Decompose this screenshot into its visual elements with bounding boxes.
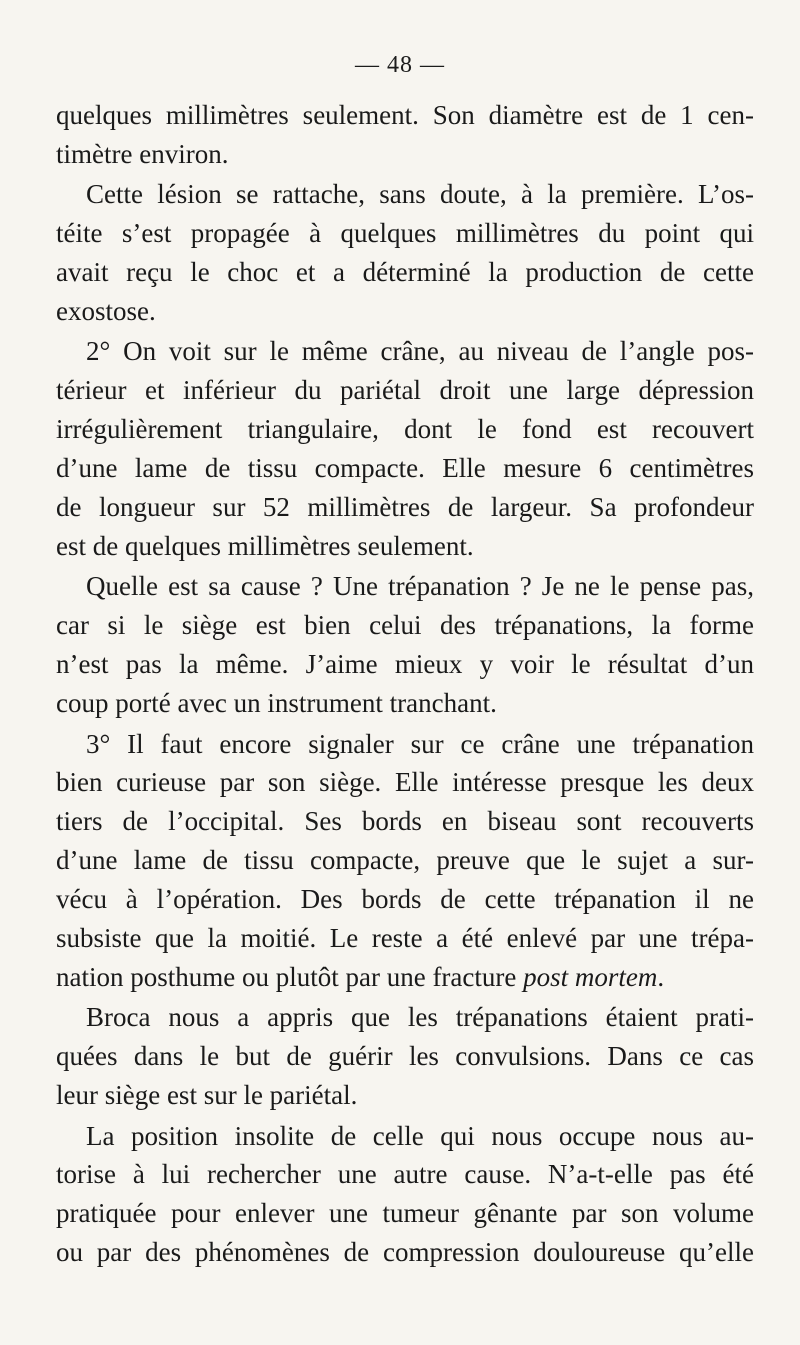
paragraph-1 <box>56 96 754 174</box>
text-line: irrégulièrement triangulaire, dont le fond est recouvert <box>56 414 754 445</box>
paragraph-7 <box>56 1117 754 1273</box>
text-line: exostose. <box>56 296 156 327</box>
text-line: leur siège est sur le pariétal. <box>56 1080 358 1111</box>
text-line: n’est pas la même. J’aime mieux y voir le résultat d’un <box>56 649 754 680</box>
text-line: quelques millimètres seulement. Son diamètre est de 1 cen- <box>56 100 754 130</box>
text-line: timètre environ. <box>56 138 229 169</box>
text-line: d’une lame de tissu compacte. Elle mesure 6 centimètres <box>56 453 754 484</box>
text-line: car si le siège est bien celui des trépanations, la forme <box>56 610 754 641</box>
text-run: . <box>657 961 665 992</box>
paragraph-3 <box>56 332 754 565</box>
text-line: Quelle est sa cause ? Une trépanation ? Je ne le pense pas, <box>86 571 754 602</box>
text-line: est de quelques millimètres seulement. <box>56 530 474 561</box>
text-line: La position insolite de celle qui nous occupe nous au- <box>86 1120 754 1151</box>
text-line <box>56 958 754 997</box>
paragraph-5 <box>56 725 754 997</box>
text-line: téite s’est propagée à quelques millimètres du point qui <box>56 218 754 249</box>
text-line: Cette lésion se rattache, sans doute, à la première. L’os- <box>86 179 754 210</box>
text-run: nation posthume ou plutôt par une fracture <box>56 961 524 992</box>
text-line: 2° On voit sur le même crâne, au niveau de l’angle pos- <box>86 336 754 367</box>
page-number: — 48 — <box>355 52 445 78</box>
text-line: torise à lui rechercher une autre cause. N’a-t-elle pas été <box>56 1159 754 1190</box>
paragraph-6 <box>56 998 754 1115</box>
paragraph-4 <box>56 567 754 723</box>
text-line: 3° Il faut encore signaler sur ce crâne une trépanation <box>86 728 754 759</box>
text-line: ou par des phénomènes de compression douloureuse qu’elle <box>56 1237 754 1268</box>
text-line: d’une lame de tissu compacte, preuve que le sujet a sur- <box>56 845 754 876</box>
text-line: pratiquée pour enlever une tumeur gênante par son volume <box>56 1198 754 1229</box>
text-line: Broca nous a appris que les trépanations étaient prati- <box>86 1002 754 1033</box>
text-line: avait reçu le choc et a déterminé la production de cette <box>56 257 754 288</box>
text-line: quées dans le but de guérir les convulsions. Dans ce cas <box>56 1041 754 1072</box>
italic-phrase: post mortem <box>523 961 658 992</box>
text-line: tiers de l’occipital. Ses bords en biseau sont recouverts <box>56 806 754 837</box>
text-line: coup porté avec un instrument tranchant. <box>56 688 497 719</box>
text-line: térieur et inférieur du pariétal droit une large dépression <box>56 375 754 406</box>
text-line: subsiste que la moitié. Le reste a été enlevé par une trépa- <box>56 923 754 954</box>
text-line: bien curieuse par son siège. Elle intéresse presque les deux <box>56 767 754 798</box>
body-text <box>56 96 754 1274</box>
paragraph-2 <box>56 175 754 331</box>
text-line: de longueur sur 52 millimètres de largeur. Sa profondeur <box>56 492 754 523</box>
text-line: vécu à l’opération. Des bords de cette trépanation il ne <box>56 884 754 915</box>
